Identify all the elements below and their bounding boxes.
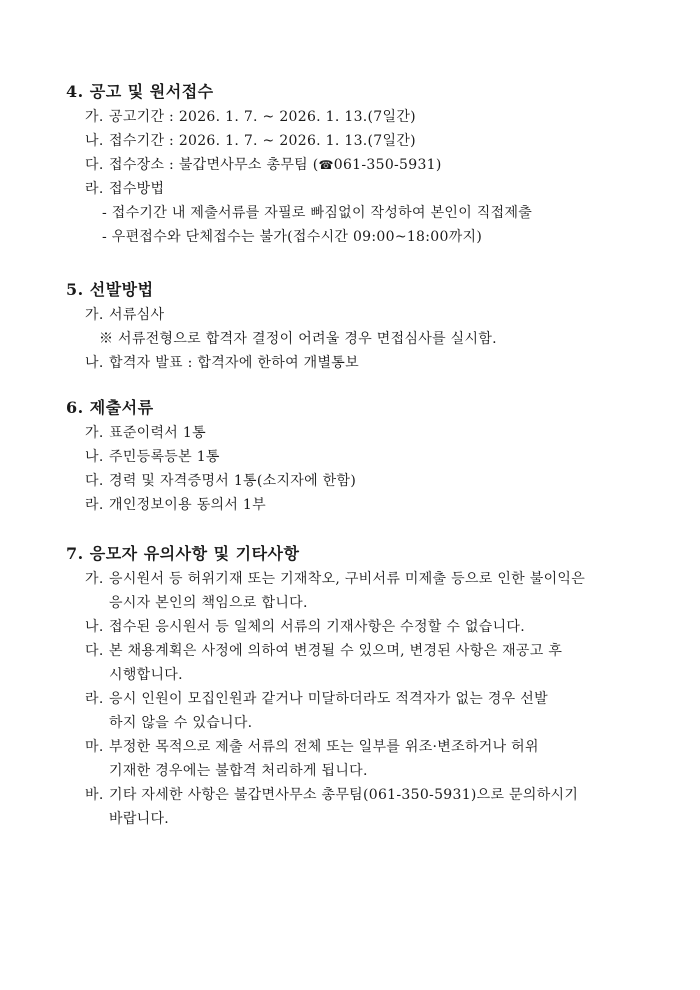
list-item-certificates: 다. 경력 및 자격증명서 1통(소지자에 한함) — [85, 473, 357, 489]
list-item-continuation: 시행합니다. — [109, 667, 183, 683]
list-item-application-place: 다. 접수장소 : 불갑면사무소 총무팀 (☎061-350-5931) — [85, 157, 442, 173]
list-item-application-method: 라. 접수방법 — [85, 181, 165, 197]
section-application — [66, 79, 666, 249]
telephone-icon: ☎ — [318, 158, 334, 172]
list-item-announcement: 나. 합격자 발표 : 합격자에 한하여 개별통보 — [85, 355, 359, 371]
section-heading: 6. 제출서류 — [66, 398, 154, 417]
list-item-document-review: 가. 서류심사 — [85, 307, 165, 323]
list-item-privacy-consent: 라. 개인정보이용 동의서 1부 — [85, 497, 266, 513]
list-item-plan-change: 다. 본 채용계획은 사정에 의하여 변경될 수 있으며, 변경된 사항은 재공고 후 — [85, 643, 563, 659]
list-item-resident-register: 나. 주민등록등본 1통 — [85, 449, 220, 465]
section-heading: 7. 응모자 유의사항 및 기타사항 — [66, 544, 300, 563]
list-item-no-qualified: 라. 응시 인원이 모집인원과 같거나 미달하더라도 적격자가 없는 경우 선발 — [85, 691, 548, 707]
note-interview: ※ 서류전형으로 합격자 결정이 어려울 경우 면접심사를 실시함. — [99, 331, 497, 347]
list-item-announcement-period: 가. 공고기간 : 2026. 1. 7. ~ 2026. 1. 13.(7일간) — [85, 109, 416, 125]
section-heading: 5. 선발방법 — [66, 280, 154, 299]
list-item-forgery: 마. 부정한 목적으로 제출 서류의 전체 또는 일부를 위조·변조하거나 허위 — [85, 739, 539, 755]
list-item-application-period: 나. 접수기간 : 2026. 1. 7. ~ 2026. 1. 13.(7일간) — [85, 133, 416, 149]
section-selection-method — [66, 277, 666, 375]
list-item-continuation: 기재한 경우에는 불합격 처리하게 됩니다. — [109, 763, 368, 779]
list-item-contact: 바. 기타 자세한 사항은 불갑면사무소 총무팀(061-350-5931)으로 문의하시기 — [85, 787, 579, 803]
section-documents — [66, 395, 666, 517]
list-item-continuation: 하지 않을 수 있습니다. — [109, 715, 253, 731]
list-item-continuation: 바랍니다. — [109, 811, 170, 827]
list-item-false-entry: 가. 응시원서 등 허위기재 또는 기재착오, 구비서류 미제출 등으로 인한 불이익은 — [85, 571, 586, 587]
list-item-resume: 가. 표준이력서 1통 — [85, 425, 206, 441]
list-item-no-modification: 나. 접수된 응시원서 등 일체의 서류의 기재사항은 수정할 수 없습니다. — [85, 619, 525, 635]
sub-item-submission-rule: - 접수기간 내 제출서류를 자필로 빠짐없이 작성하여 본인이 직접제출 — [102, 205, 533, 221]
list-item-continuation: 응시자 본인의 책임으로 합니다. — [109, 595, 308, 611]
section-heading: 4. 공고 및 원서접수 — [66, 82, 214, 101]
section-notices — [66, 541, 666, 831]
sub-item-no-mail: - 우편접수와 단체접수는 불가(접수시간 09:00~18:00까지) — [102, 229, 483, 245]
